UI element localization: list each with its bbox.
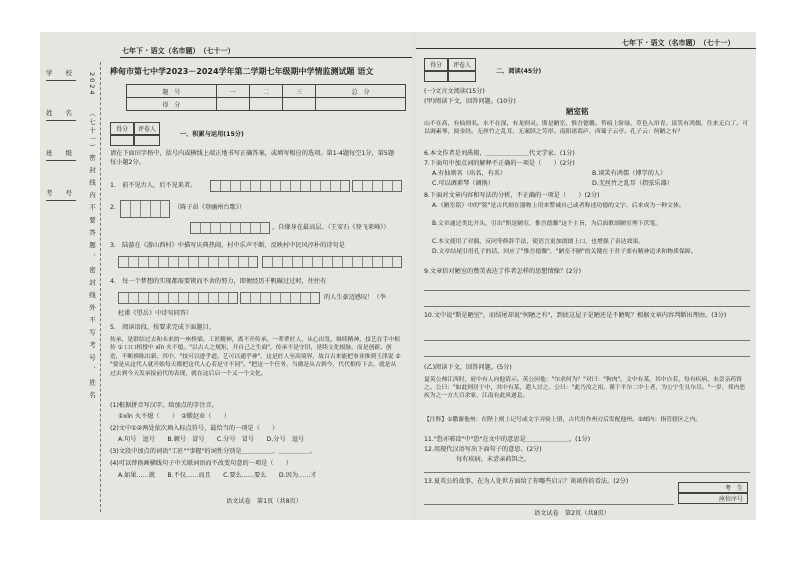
header-rule — [120, 57, 412, 58]
year-vertical: 2024 — [88, 72, 96, 97]
section2-title: 二、阅读(45分) — [496, 68, 542, 75]
q12-sentence: 每有疾病，未尝亲药饵之。 — [456, 456, 531, 463]
grader-name-box: 评卷人 — [134, 122, 160, 135]
q3-answer-grid[interactable] — [118, 256, 258, 268]
exam-sheet — [40, 32, 756, 520]
q11-text: 11."恐亦邪设"中"恐"在文中的意思是＿＿＿＿＿＿＿。(1分) — [424, 436, 591, 443]
q8-option-a: A.《陋室铭》中的"铭"是古代刻在器物上用来警诫自己或者称述功德的文字，后来成为一种文体。 — [432, 203, 685, 209]
poem-title: 陋室铭 — [566, 107, 589, 116]
q12-answer-line[interactable] — [424, 472, 750, 473]
q1-answer-grid[interactable] — [210, 180, 350, 192]
page-footer-left: 语文试卷 第1页（共8页） — [226, 498, 302, 505]
yi-annotation: 【注释】①撒谢他州：在陛上则上记号或文字弄验上册，古代用作州刃后发配他州。②邮内：指管辖区之内。 — [424, 417, 702, 423]
q5-sub1-answers: ①xīn 火不熄（ ） ②锻赵业（ ） — [118, 413, 231, 420]
q8-option-b: B.文章通过类比开头，引出"斯是陋室，惟吾德馨"这个主旨，为后面歌颂陋室埋下伏笔。 — [432, 221, 662, 227]
seal-line-text: 密封线内不要答题、密封线外不写考号、姓名 — [88, 154, 96, 404]
score-header-cell: 题 号 — [127, 85, 217, 98]
part1-title: (一)文言文阅读(15分) — [424, 88, 485, 95]
grader-score-cell-2[interactable] — [424, 71, 448, 82]
score-row-label: 得 分 — [127, 98, 217, 111]
q7-option-b: B.谈笑有鸿儒（博学的人） — [592, 170, 667, 177]
grader-name-box-2: 评卷人 — [448, 58, 476, 71]
field-class-label: 班 级 — [46, 149, 72, 157]
field-number-label: 考 号 — [46, 189, 72, 197]
left-page — [40, 32, 412, 520]
q9-text: 9.文章倍对陋室的赞美表达了作者怎样的思想情操？(2分) — [424, 268, 581, 275]
grader-score-box-2: 得分 — [424, 58, 448, 71]
q3-text: 3. 陆游在《游山西村》中描写庆典热闹，村中乐声不断，反映村中民风淳朴的诗句是 — [110, 242, 345, 249]
q10-answer-line-2[interactable] — [424, 356, 750, 357]
score-header-cell: 一 — [216, 85, 249, 98]
seat-box-bottom[interactable]: 座位序号 — [678, 493, 748, 504]
q4-answer-grid[interactable] — [118, 292, 238, 304]
q7-option-d: D.无丝竹之乱耳（指弦乐器） — [592, 180, 673, 187]
q2b-answer-grid[interactable] — [190, 222, 270, 234]
exam-title: 桦甸市第七中学2023－2024学年第二学期七年级期中学情监测试题 语文 — [110, 67, 374, 76]
q7-option-a: A.有仙则名（出名，有名） — [432, 170, 507, 177]
q5-passage: 传承，是联结过去和未来的一座桥梁。工匠精神，离不开传承。一辈辈匠人，从心出发，继续精神，技艺在手中相传 ① 口口相授中 xīn 火不熄。"以古人之规矩，开自己之生面"，传承不是守旧，延续文化根脉，而是创新、创造，不断推陈出新。其中，"技可以进乎道，艺可以通乎神"，这是匠人至高境界，故百古来能把事业推到王津说 ② "要是从这代人就开始每天都把这代人心若是守不同"。"把这一个任务，当做是从古到今，代代相传下去，就是从过去到今天发承接前代的表现，就在这后启一个又一个文化。 — [110, 337, 401, 377]
q5-sub2-options: A.句号 逗号 B.顿号 冒号 C.分号 冒号 D.分号 逗号 — [118, 436, 305, 443]
score-table — [126, 84, 406, 111]
right-page — [416, 32, 756, 520]
q4-text-tail: 的人生豪迈感叹！（李 — [324, 294, 386, 301]
q9-answer-line-2[interactable] — [424, 306, 750, 307]
header-rule-right — [416, 48, 756, 49]
field-school-input[interactable] — [46, 68, 76, 81]
part-yi-title: (乙)阅读下文，回答问题。(5分) — [424, 364, 512, 371]
q2-answer-grid[interactable] — [120, 200, 170, 218]
q1-text: 1. 前不见古人，后不见来者。 — [110, 182, 197, 189]
q5-sub3: (3)文段中加点的词语"工匠""事握"的词性分别是＿＿＿＿＿、＿＿＿＿＿。 — [110, 448, 316, 455]
grader-name-cell[interactable] — [134, 135, 160, 146]
part-jia-title: (甲)阅读下文，回答问题。(10分) — [424, 98, 516, 105]
q5-sub4: (4)可以替换画横线句子中关联词语而不改变句意的一项是（ ） — [110, 460, 293, 467]
q5-text: 5. 阅读语段，按要求完成下面题目。 — [110, 324, 215, 331]
q4-answer-grid-2[interactable] — [240, 292, 320, 304]
score-cell[interactable] — [249, 98, 282, 111]
q2-label: 2. — [110, 204, 116, 211]
score-cell[interactable] — [216, 98, 249, 111]
q4-text: 4. 每一个梦想的实现都需要锲而不舍的努力，即便经历千帆碾过过时，往往有 — [110, 278, 327, 285]
page-header-left: 七年下 · 语文（名市题） （七十一） — [122, 47, 235, 55]
score-header-cell: 二 — [249, 85, 282, 98]
yi-passage: 夏英公帅江西时，府中有人向他请示。英公问他："尔求何为？"对曰："狗肉"。文中有某，其中自若，每有疾病，未尝亲药饵之。公曰："如此则居于中，其中有某，遣人讨之。公曰："此乃汝之祖，谨于平尔二中士者，为公宁生且尔耳。"一岁，邦内恶疾为之一方大百余家，江南有此风遂息。 — [424, 377, 746, 400]
q4-source: 杜甫《望岳》中诗句同答） — [118, 310, 193, 317]
grader-name-cell-2[interactable] — [448, 71, 476, 82]
score-header-cell: 三 — [283, 85, 316, 98]
q8-option-c: C.本文使用了对偶，反问等修辞手法，使语言更加朗朗上口，也增强了表达效果。 — [432, 239, 645, 245]
q7-text: 7.下面句中加点词的解释不正确的一项是（ ）(2分) — [424, 160, 575, 167]
q5-sub1: (1)根据拼音写汉字，给加点的字注音。 — [110, 402, 218, 409]
seat-box-top: 考 生 — [678, 482, 748, 493]
q3-answer-grid-2[interactable] — [262, 256, 402, 268]
score-cell[interactable] — [316, 98, 406, 111]
page-footer-right: 语文试卷 第2页（共8页） — [534, 510, 610, 517]
field-number-input[interactable] — [46, 188, 76, 201]
q13-text: 13.夏英公的故事，在为人处世方面给了你哪些启示？谈谈你的看法。(2分) — [424, 478, 629, 485]
exam-number-vertical: （七十一） — [88, 110, 96, 153]
page-header-right: 七年下 · 语文（名市题） （七十一） — [622, 39, 735, 47]
section1-instructions: 请在下面田字格中，括号内或横线上端正地书写正确答案，或填写相应的选项。第1-4题每空1分，第5题每小题2分。 — [110, 150, 395, 166]
q10-text: 10.文中说"斯是陋室"，而结尾却说"何陋之有"，到底这屋子是陋还是不陋呢？根据文章内容判断出理由。(3分) — [424, 312, 727, 319]
seal-line — [100, 62, 101, 512]
q12-text: 12.用现代汉语写出下面句子的意思。(2分) — [424, 446, 542, 453]
q13-answer-line[interactable] — [424, 504, 674, 505]
field-name-label: 姓 名 — [46, 109, 72, 117]
q5-sub2: (2)文中①②两处依次填入标点符号，最恰当的一项是（ ） — [110, 425, 279, 432]
q1-answer-grid-2[interactable] — [352, 180, 402, 192]
score-header-cell: 总 分 — [316, 85, 406, 98]
poem-text: 山不在高，有仙则名。水不在深，有龙则灵。斯是陋室，惟吾德馨。苔痕上阶绿，草色入帘青。谈笑有鸿儒，往来无白丁。可以调素琴，阅金经。无丝竹之乱耳，无案牍之劳形。南阳诸葛庐，西蜀子云亭。孔子云：何陋之有？ — [424, 121, 748, 136]
q8-text: 8.下面对文章内容和写法的分析，不正确的一项是（ ）(2分) — [424, 192, 600, 199]
q6-text: 6.本文作者是刘禹锡，＿＿＿＿＿＿＿代文学家。(1分) — [424, 150, 575, 157]
grader-score-cell[interactable] — [110, 135, 134, 146]
field-name-input[interactable] — [46, 108, 76, 121]
q7-option-c: C.可以调素琴（调换） — [432, 180, 494, 187]
q9-answer-line[interactable] — [424, 290, 750, 291]
grader-score-box: 得分 — [110, 122, 134, 135]
score-cell[interactable] — [283, 98, 316, 111]
q2-source: （陈子昂《登幽州台歌》） — [174, 204, 246, 211]
field-school-label: 学 校 — [46, 69, 72, 77]
section1-title: 一、积累与运用(15分) — [180, 131, 244, 138]
q8-option-d: D.文章结尾引用孔子的话，回应了"惟吾德馨"，"陋室不陋"的关键在于君子要有精神追求和物质保障。 — [432, 249, 697, 255]
q5-sub4-options: A.如果……就 B.不仅……而且 C.要么……要么 D.因为……才 — [118, 472, 317, 479]
field-class-input[interactable] — [46, 148, 76, 161]
q2b-source: ，自缘身在最高层。（王安石《登飞来峰》） — [272, 224, 390, 231]
q10-answer-line[interactable] — [424, 340, 750, 341]
